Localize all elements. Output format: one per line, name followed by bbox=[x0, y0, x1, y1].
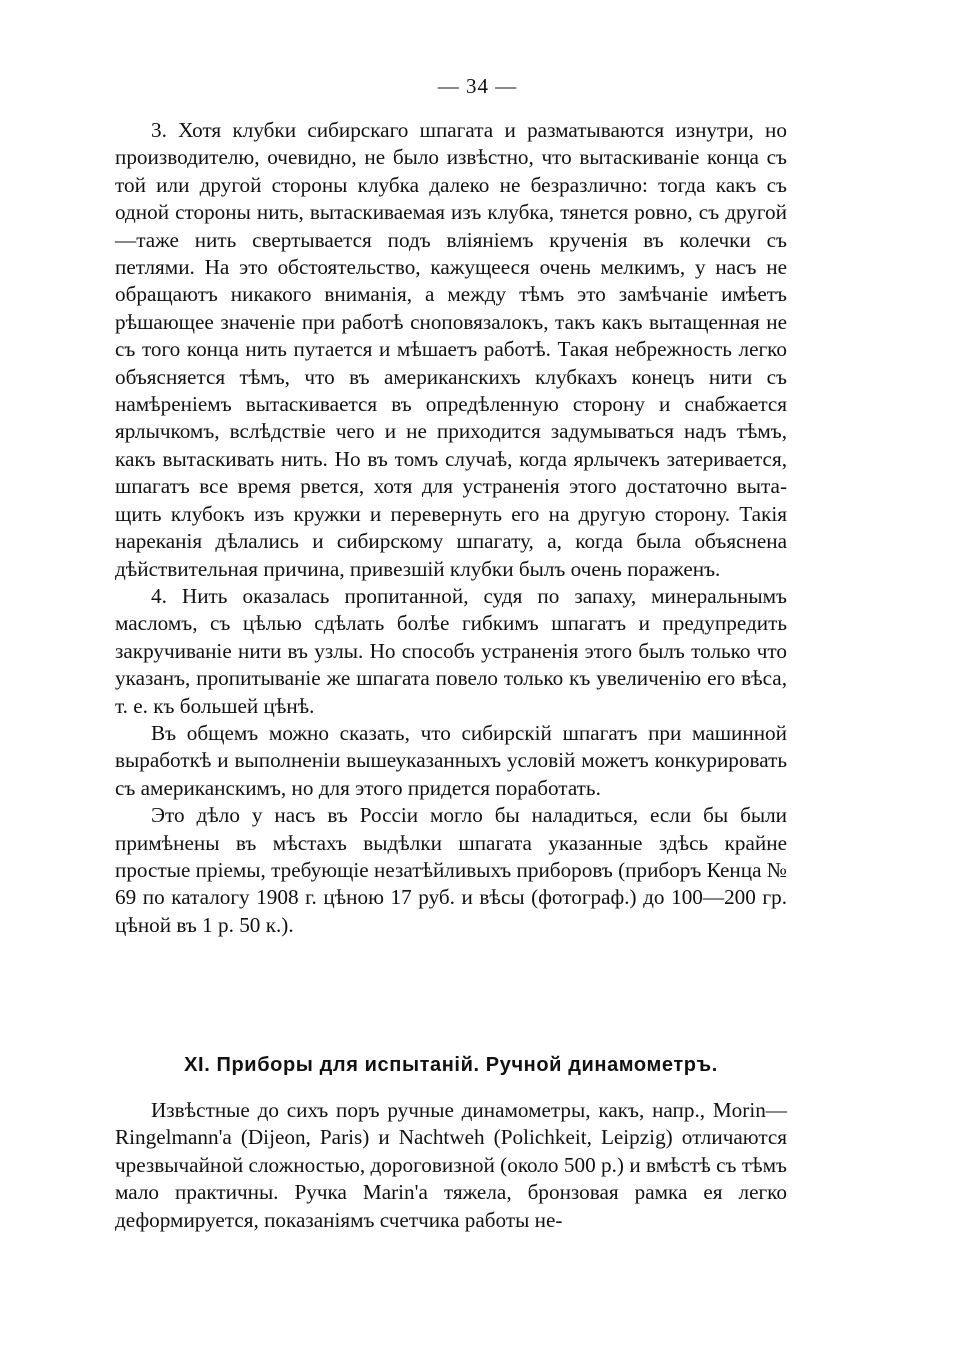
paragraph-3: 3. Хотя клубки сибирскаго шпагата и разматываются изнутри, но производителю, очевидно, не было извѣстно, что вытаскиваніе конца съ той или другой стороны клубка далеко не безразлично: тогда какъ съ одной стороны нить, вытаскиваемая изъ клубка, тянется ровно, съ другой—таже нить свертывается подъ вліяніемъ крученія въ колечки съ петлями. На это обстоятельство, кажущееся очень мелкимъ, у насъ не обращаютъ никакого вниманія, а между тѣмъ это замѣчаніе имѣетъ рѣшающее значеніе при работѣ сноповязалокъ, такъ какъ вытащенная не съ того конца нить путается и мѣшаетъ работѣ. Такая небрежность легко объясняется тѣмъ, что въ американскихъ клубкахъ конецъ нити съ намѣреніемъ вытаскивается въ опредѣленную сторону и снабжается ярлычкомъ, вслѣдствіе чего и не приходится задумываться надъ тѣмъ, какъ вытаскивать нить. Но въ томъ случаѣ, когда ярлычекъ затеривается, шпагатъ все время рвется, хотя для устраненія этого достаточно вытащить клубокъ изъ кружки и перевернуть его на другую сторону. Такія нареканія дѣлались и сибирскому шпагату, а, когда была объяснена дѣйствительная причина, привезшій клубки былъ очень пораженъ. bbox=[115, 118, 787, 581]
paragraph-dynamometers: Извѣстные до сихъ поръ ручные динамометры, какъ, напр., Morin—Ringelmann'a (Dijeon, Paris) и Nachtweh (Polichkeit, Leipzig) отличаются чрезвычайной сложностью, дороговизной (около 500 р.) и вмѣстѣ съ тѣмъ мало практичны. Ручка Marin'a тяжела, бронзовая рамка ея легко деформируется, показаніямъ счетчика работы не- bbox=[115, 1098, 787, 1232]
section-heading: XI. Приборы для испытаній. Ручной динамометръ. bbox=[184, 1054, 718, 1076]
paragraph-summary: Въ общемъ можно сказать, что сибирскій шпагатъ при машинной выработкѣ и выполненіи вышеуказанныхъ условій можетъ конкурировать съ американскимъ, но для этого придется поработать. bbox=[115, 720, 787, 800]
paragraph-russia: Это дѣло у насъ въ Россіи могло бы наладиться, если бы были примѣнены въ мѣстахъ выдѣлки шпагата указанные здѣсь крайне простые пріемы, требующіе незатѣйливыхъ приборовъ (приборъ Кенца № 69 по каталогу 1908 г. цѣною 17 руб. и вѣсы (фотограф.) до 100—200 гр. цѣной въ 1 р. 50 к.). bbox=[115, 803, 787, 937]
page-number: — 34 — bbox=[437, 74, 518, 98]
body-text bbox=[115, 117, 787, 939]
section-body-text bbox=[115, 1097, 787, 1234]
paragraph-4: 4. Нить оказалась пропитанной, судя по запаху, минеральнымъ масломъ, съ цѣлью сдѣлать болѣе гибкимъ шпагатъ и предупредить закручиваніе нити въ узлы. Но способъ устраненія этого былъ только что указанъ, пропитываніе же шпагата повело только къ увеличенію его вѣса, т. е. къ большей цѣнѣ. bbox=[115, 583, 787, 718]
